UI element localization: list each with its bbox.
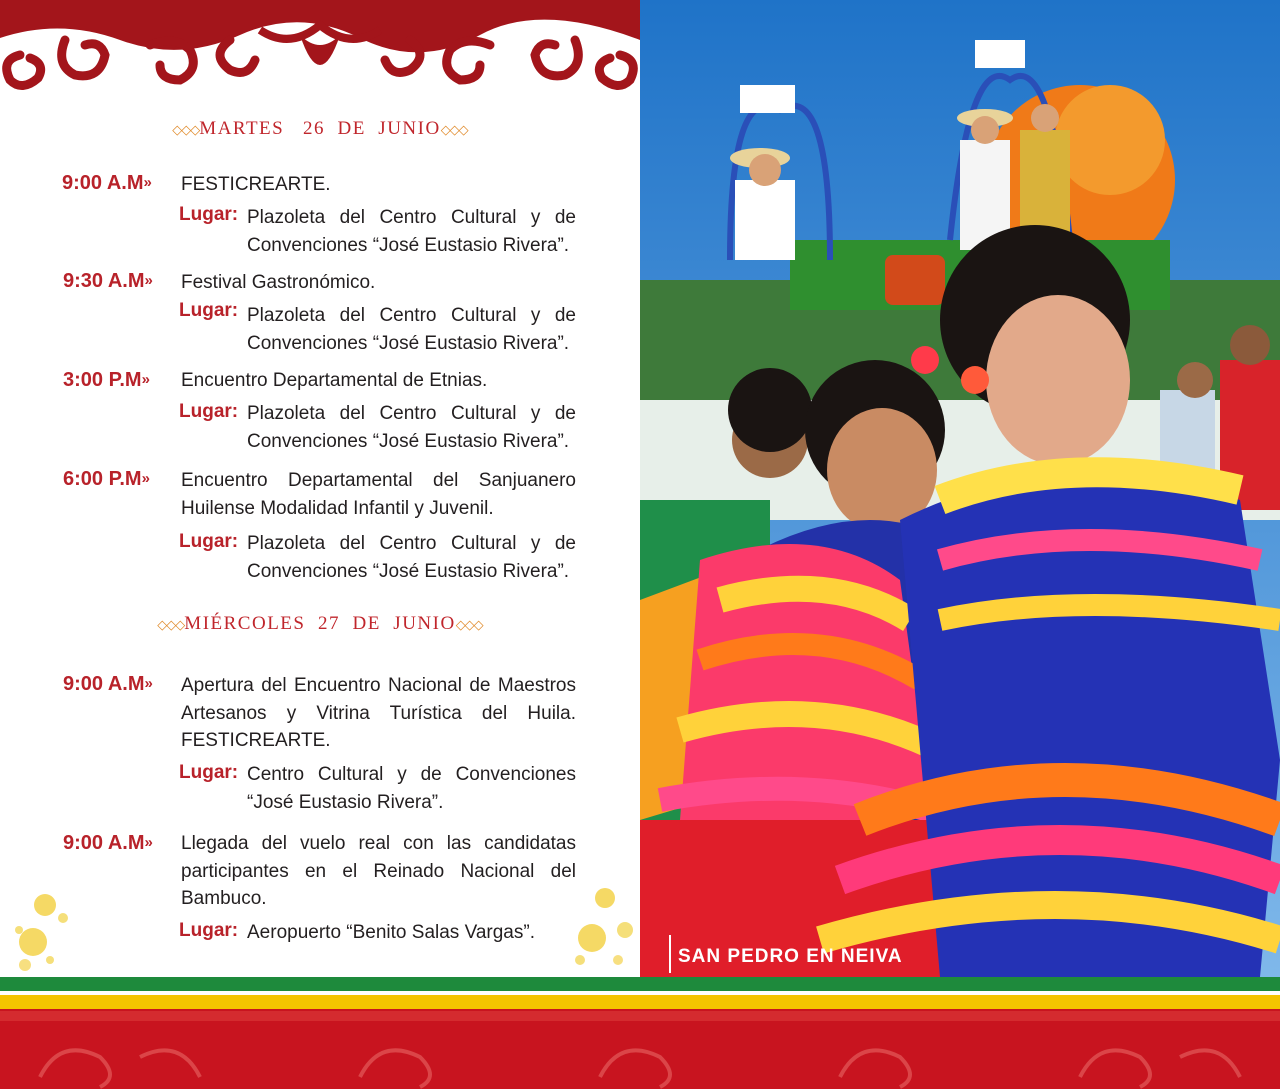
deco-right: ◇◇◇ [440, 122, 468, 137]
arrow-icon: » [141, 470, 150, 487]
arrow-icon: » [143, 174, 152, 191]
day-title-text: MIÉRCOLES 27 DE JUNIO [184, 613, 456, 634]
day-title-martes [0, 118, 640, 140]
lugar-label: Lugar: [179, 401, 239, 422]
deco-right: ◇◇◇ [455, 617, 483, 632]
event-description: Encuentro Departamental del Sanjuanero Huilense Modalidad Infantil y Juvenil. [181, 470, 576, 519]
event-description: Llegada del vuelo real con las candidatas participantes en el Reinado Nacional del Bambuco. [181, 833, 576, 909]
lugar-label: Lugar: [179, 762, 239, 783]
bubbles-decoration-left [5, 880, 75, 975]
lugar-text: Plazoleta del Centro Cultural y de Convenciones “José Eustasio Rivera”. [247, 305, 576, 354]
event-time: 9:30 A.M» [63, 270, 153, 292]
arrow-icon: » [141, 371, 150, 388]
lugar-text: Plazoleta del Centro Cultural y de Convenciones “José Eustasio Rivera”. [247, 403, 576, 452]
top-ornament [0, 0, 640, 95]
lugar-text: Plazoleta del Centro Cultural y de Convenciones “José Eustasio Rivera”. [247, 207, 576, 256]
lugar-label: Lugar: [179, 300, 239, 321]
deco-left: ◇◇◇ [157, 617, 185, 632]
event-description: Festival Gastronómico. [181, 272, 376, 293]
event-time: 9:00 A.M» [63, 673, 153, 695]
footer-band [0, 977, 1280, 1089]
event-time: 6:00 P.M» [63, 468, 150, 490]
lugar-label: Lugar: [179, 920, 239, 941]
event-description: Encuentro Departamental de Etnias. [181, 370, 488, 391]
photo-caption: SAN PEDRO EN NEIVA [669, 935, 903, 973]
arrow-icon: » [144, 834, 153, 851]
lugar-text: Centro Cultural y de Convenciones “José Eustasio Rivera”. [247, 764, 576, 813]
lugar-text: Aeropuerto “Benito Salas Vargas”. [247, 922, 535, 943]
event-time: 9:00 A.M» [63, 832, 153, 854]
event-time: 9:00 A.M» [62, 172, 152, 194]
arrow-icon: » [144, 675, 153, 692]
festival-photo [640, 0, 1280, 977]
event-description: FESTICREARTE. [181, 174, 331, 195]
program-page [0, 0, 640, 977]
deco-left: ◇◇◇ [172, 122, 200, 137]
photo-illustration [640, 0, 1280, 977]
lugar-text: Plazoleta del Centro Cultural y de Convenciones “José Eustasio Rivera”. [247, 533, 576, 582]
lugar-label: Lugar: [179, 531, 239, 552]
arrow-icon: » [144, 272, 153, 289]
event-description: Apertura del Encuentro Nacional de Maestros Artesanos y Vitrina Turística del Huila. FESTICREARTE. [181, 675, 576, 751]
day-title-miercoles [0, 613, 640, 635]
event-time: 3:00 P.M» [63, 369, 150, 391]
bubbles-decoration-right [570, 880, 640, 975]
day-title-text: MARTES 26 DE JUNIO [199, 118, 441, 139]
lugar-label: Lugar: [179, 204, 239, 225]
